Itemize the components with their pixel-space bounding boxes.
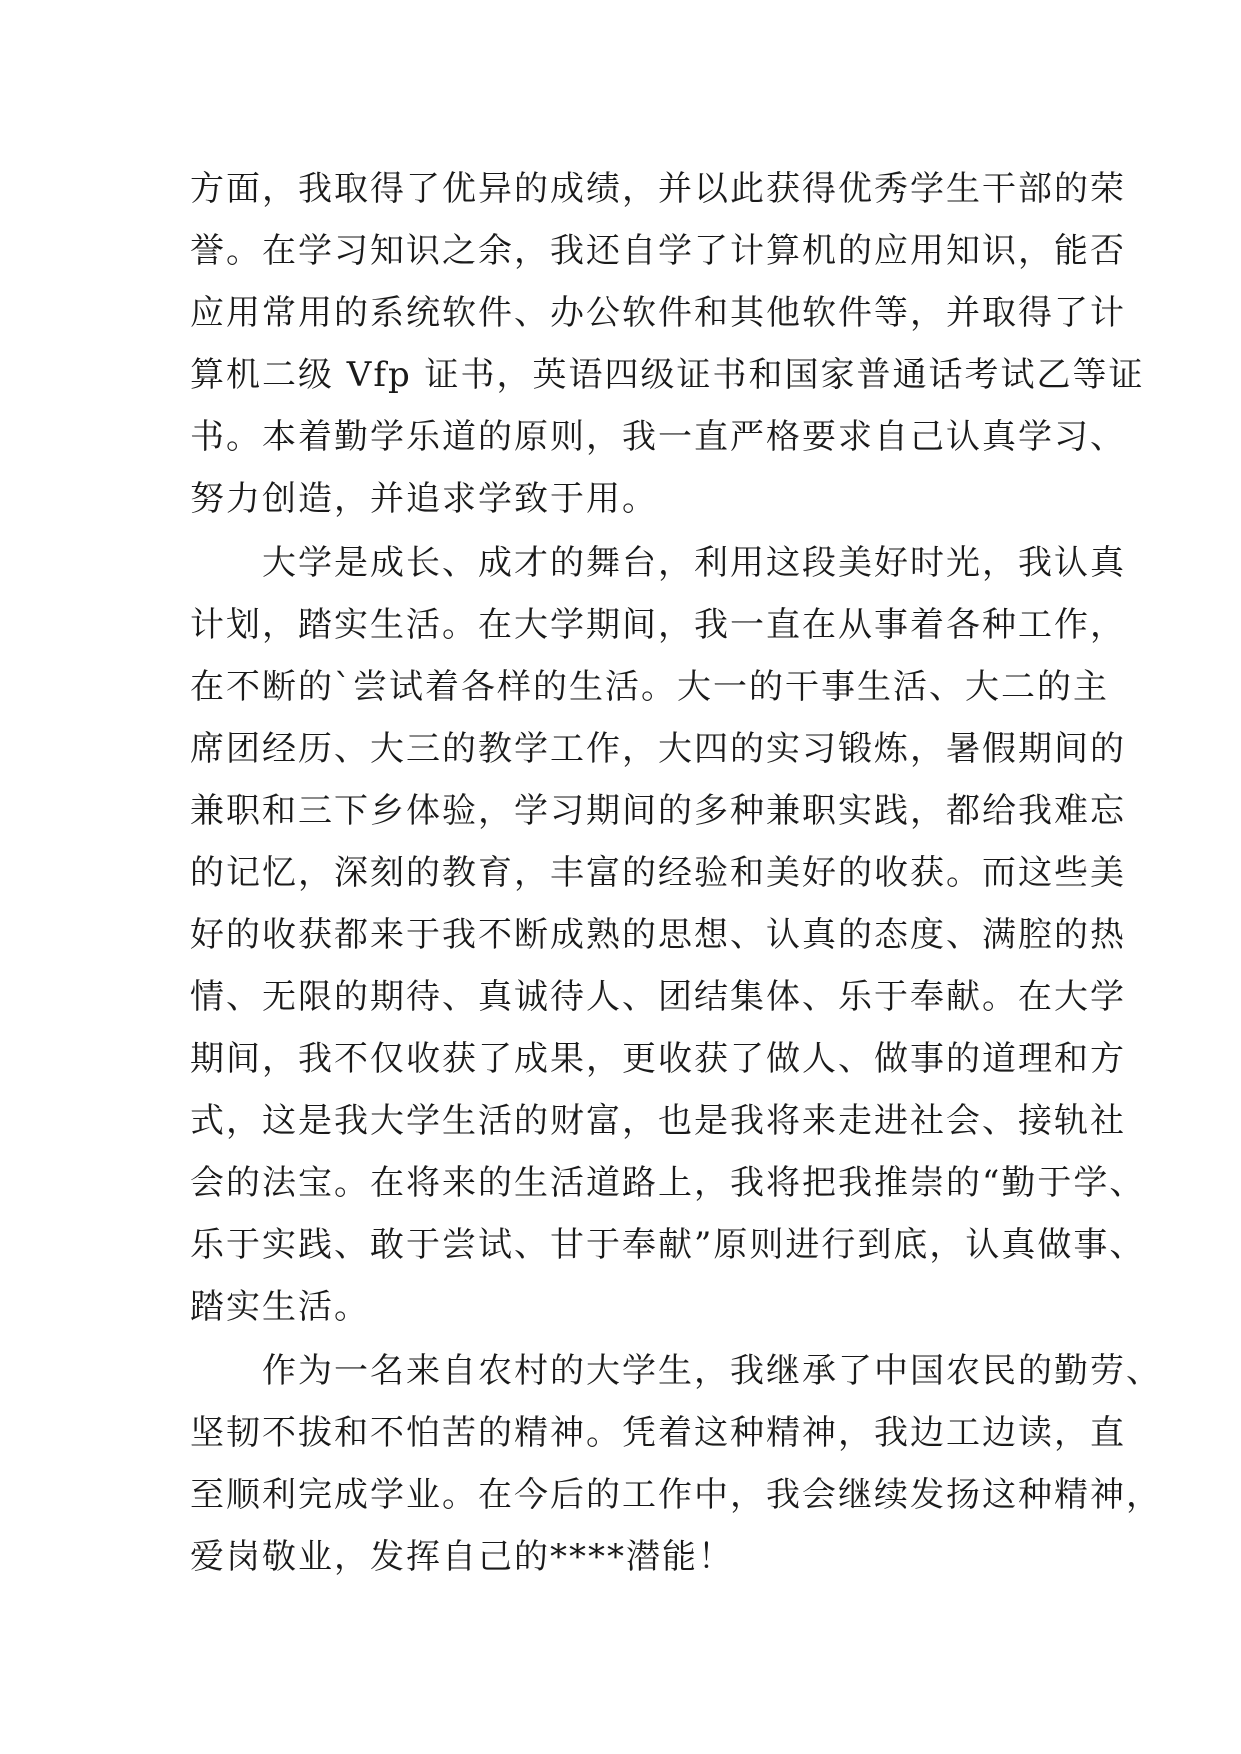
text-line: 兼职和三下乡体验，学习期间的多种兼职实践，都给我难忘 xyxy=(190,791,1126,831)
text-line: 的记忆，深刻的教育，丰富的经验和美好的收获。而这些美 xyxy=(190,853,1126,893)
text-line: 期间，我不仅收获了成果，更收获了做人、做事的道理和方 xyxy=(190,1039,1126,1079)
text-line: 方面，我取得了优异的成绩，并以此获得优秀学生干部的荣 xyxy=(190,169,1126,209)
document-body xyxy=(190,158,1162,1588)
text-line: 应用常用的系统软件、办公软件和其他软件等，并取得了计 xyxy=(190,293,1126,333)
text-line: 好的收获都来于我不断成熟的思想、认真的态度、满腔的热 xyxy=(190,915,1126,955)
text-line: 式，这是我大学生活的财富，也是我将来走进社会、接轨社 xyxy=(190,1101,1126,1141)
text-line: 算机二级 Vfp 证书，英语四级证书和国家普通话考试乙等证 xyxy=(190,355,1145,395)
text-line: 席团经历、大三的教学工作，大四的实习锻炼，暑假期间的 xyxy=(190,729,1126,769)
text-line: 计划，踏实生活。在大学期间，我一直在从事着各种工作， xyxy=(190,605,1126,645)
text-line: 书。本着勤学乐道的原则，我一直严格要求自己认真学习、 xyxy=(190,417,1126,457)
text-line: 情、无限的期待、真诚待人、团结集体、乐于奉献。在大学 xyxy=(190,977,1126,1017)
text-line: 作为一名来自农村的大学生，我继承了中国农民的勤劳、 xyxy=(190,1351,1162,1391)
text-line: 踏实生活。 xyxy=(190,1287,370,1327)
text-line: 乐于实践、敢于尝试、甘于奉献”原则进行到底，认真做事、 xyxy=(190,1225,1146,1265)
text-line: 努力创造，并追求学致于用。 xyxy=(190,479,658,519)
text-line: 至顺利完成学业。在今后的工作中，我会继续发扬这种精神， xyxy=(190,1475,1162,1515)
text-line: 在不断的`尝试着各样的生活。大一的干事生活、大二的主 xyxy=(190,667,1109,707)
text-line: 会的法宝。在将来的生活道路上，我将把我推崇的“勤于学、 xyxy=(190,1163,1146,1203)
text-line: 大学是成长、成才的舞台，利用这段美好时光，我认真 xyxy=(190,543,1126,583)
text-line: 誉。在学习知识之余，我还自学了计算机的应用知识，能否 xyxy=(190,231,1126,271)
text-line: 坚韧不拔和不怕苦的精神。凭着这种精神，我边工边读，直 xyxy=(190,1413,1126,1453)
text-line: 爱岗敬业，发挥自己的****潜能！ xyxy=(190,1537,734,1577)
